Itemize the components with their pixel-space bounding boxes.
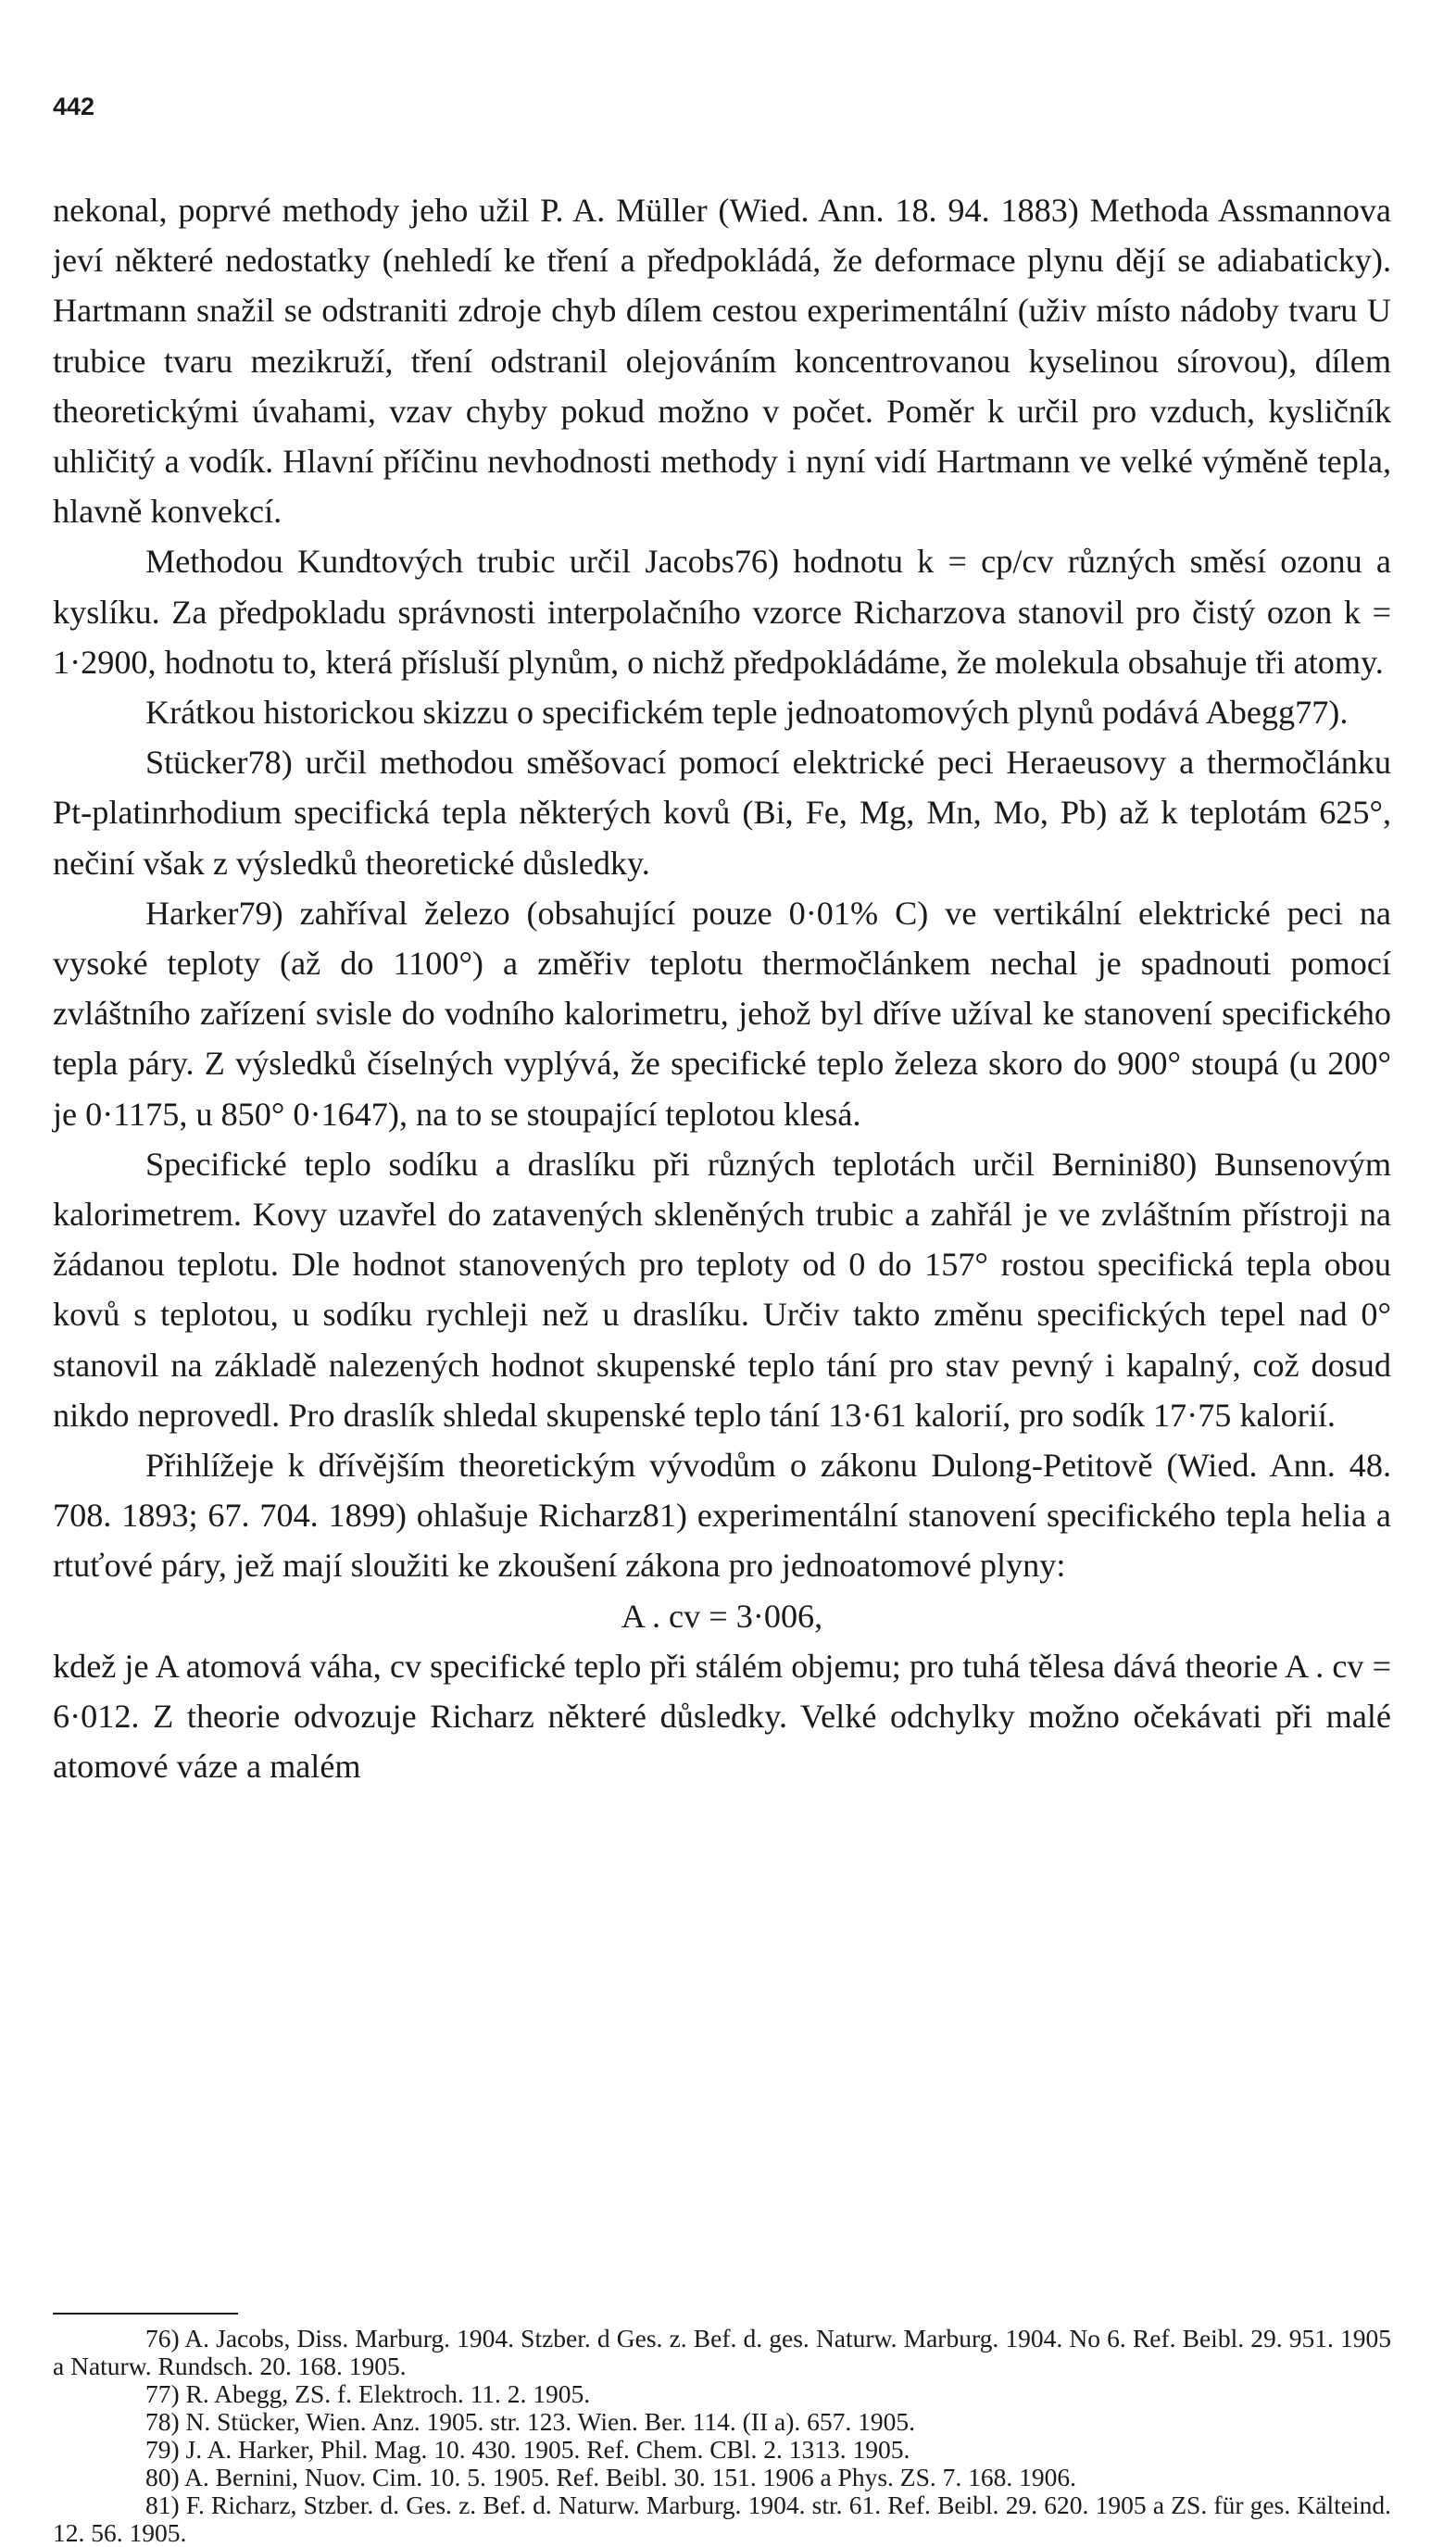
equation-atomic-heat: A . cv = 3·006, [621,1597,823,1635]
paragraph-harker: Harker79) zahříval železo (obsahující pouze 0·01% C) ve vertikální elektrické peci na vysoké teploty (až do 1100°) a změřiv teplotu thermočlánkem nechal je spadnouti pomocí zvláštního zařízení svisle do vodního kalorimetru, jehož byl dříve užíval ke stanovení specifického tepla páry. Z výsledků číselných vyplývá, že specifické teplo železa skoro do 900° stoupá (u 200° je 0·1175, u 850° 0·1647), na to se stoupající teplotou klesá. [53,894,1391,1133]
footnote-79: 79) J. A. Harker, Phil. Mag. 10. 430. 1905. Ref. Chem. CBl. 2. 1313. 1905. [145,2435,910,2464]
paragraph-theory: kdež je A atomová váha, cv specifické teplo při stálém objemu; pro tuhá tělesa dává theorie A . cv = 6·012. Z theorie odvozuje Richarz některé důsledky. Velké odchylky možno očekávati při malé atomové váze a malém [53,1647,1391,1786]
main-text [53,185,1391,1792]
footnote-77: 77) R. Abegg, ZS. f. Elektroch. 11. 2. 1905. [145,2379,591,2408]
paragraph-hartmann: nekonal, poprvé methody jeho užil P. A. Müller (Wied. Ann. 18. 94. 1883) Methoda Assmannova jeví některé nedostatky (nehledí ke tření a předpokládá, že deformace plynu dějí se adiabaticky). Hartmann snažil se odstraniti zdroje chyb dílem cestou experimentální (uživ místo nádoby tvaru U trubice tvaru mezikruží, tření odstranil olejováním koncentrovanou kyselinou sírovou), dílem theoretickými úvahami, vzav chyby pokud možno v počet. Poměr k určil pro vzduch, kysličník uhličitý a vodík. Hlavní příčinu nevhodnosti methody i nyní vidí Hartmann ve velké výměně tepla, hlavně konvekcí. [53,192,1391,531]
paragraph-richarz: Přihlížeje k dřívějším theoretickým vývodům o zákonu Dulong-Petitově (Wied. Ann. 48. 708. 1893; 67. 704. 1899) ohlašuje Richarz81) experimentální stanovení specifického tepla helia a rtuťové páry, jež mají sloužiti ke zkoušení zákona pro jednoatomové plyny: [53,1447,1391,1585]
paragraph-stucker: Stücker78) určil methodou směšovací pomocí elektrické peci Heraeusovy a thermočlánku Pt-platinrhodium specifická tepla některých kovů (Bi, Fe, Mg, Mn, Mo, Pb) až k teplotám 625°, nečiní však z výsledků theoretické důsledky. [53,744,1391,882]
footnotes [53,2325,1391,2547]
paragraph-jacobs: Methodou Kundtových trubic určil Jacobs76) hodnotu k = cp/cv různých směsí ozonu a kyslíku. Za předpokladu správnosti interpolačního vzorce Richarzova stanovil pro čistý ozon k = 1·2900, hodnotu to, která přísluší plynům, o nichž předpokládáme, že molekula obsahuje tři atomy. [53,543,1391,681]
footnote-81: 81) F. Richarz, Stzber. d. Ges. z. Bef. d. Naturw. Marburg. 1904. str. 61. Ref. Beibl. 29. 620. 1905 a ZS. für ges. Kälteind. 12. 56. 1905. [53,2491,1391,2547]
footnote-divider [53,2313,238,2315]
footnote-78: 78) N. Stücker, Wien. Anz. 1905. str. 123. Wien. Ber. 114. (II a). 657. 1905. [145,2407,915,2436]
page-number: 442 [53,93,95,120]
footnote-76: 76) A. Jacobs, Diss. Marburg. 1904. Stzber. d Ges. z. Bef. d. ges. Naturw. Marburg. 1904. No 6. Ref. Beibl. 29. 951. 1905 a Naturw. Rundsch. 20. 168. 1905. [53,2324,1391,2380]
paragraph-abegg: Krátkou historickou skizzu o specifickém teple jednoatomových plynů podává Abegg77). [145,694,1349,732]
paragraph-bernini: Specifické teplo sodíku a draslíku při různých teplotách určil Bernini80) Bunsenovým kalorimetrem. Kovy uzavřel do zatavených skleněných trubic a zahřál je ve zvláštním přístroji na žádanou teplotu. Dle hodnot stanovených pro teploty od 0 do 157° rostou specifická tepla obou kovů s teplotou, u sodíku rychleji než u draslíku. Určiv takto změnu specifických tepel nad 0° stanovil na základě nalezených hodnot skupenské teplo tání pro stav pevný i kapalný, což dosud nikdo neprovedl. Pro draslík shledal skupenské teplo tání 13·61 kalorií, pro sodík 17·75 kalorií. [53,1145,1391,1434]
footnote-80: 80) A. Bernini, Nuov. Cim. 10. 5. 1905. Ref. Beibl. 30. 151. 1906 a Phys. ZS. 7. 168. 1906. [145,2463,1077,2491]
